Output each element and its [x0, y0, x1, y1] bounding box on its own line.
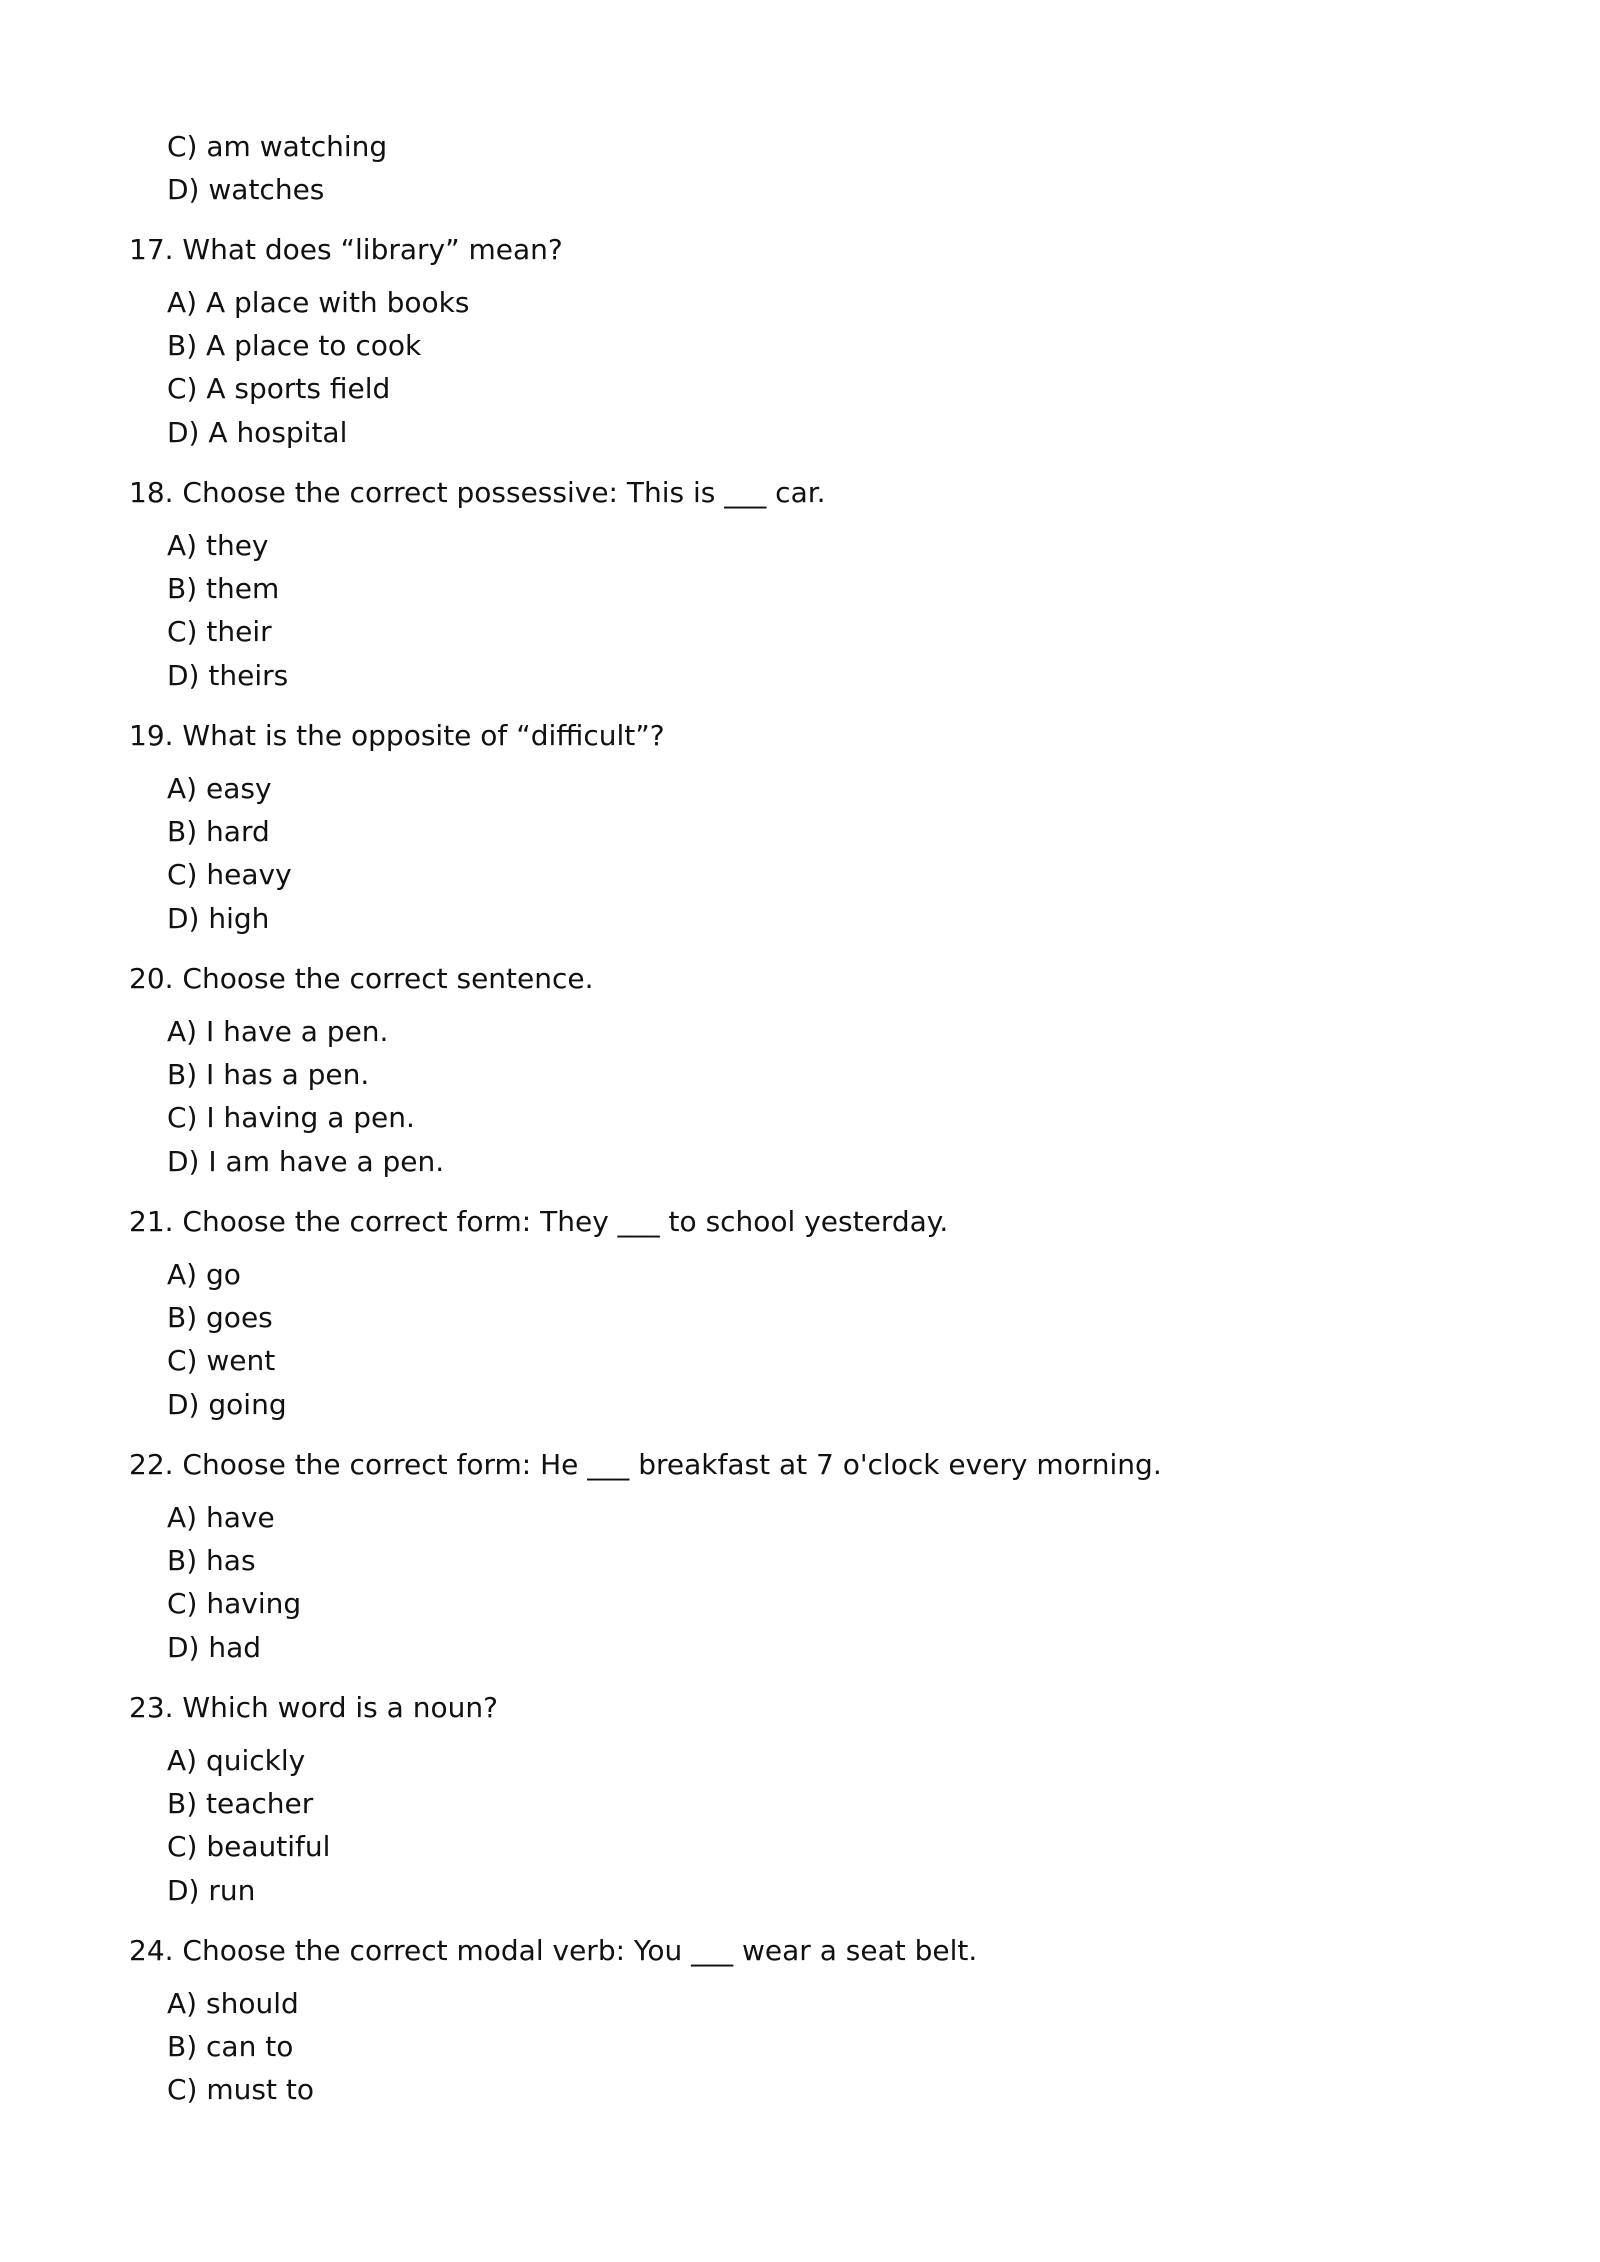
option-text: C) their [167, 615, 272, 648]
question-prompt: 24. Choose the correct modal verb: You ___ wear a seat belt. [129, 1934, 978, 1967]
option-text: D) theirs [167, 659, 289, 692]
option-text: A) they [167, 529, 269, 562]
option-text: A) A place with books [167, 286, 470, 319]
option-text: D) going [167, 1388, 287, 1421]
option-text: A) go [167, 1258, 241, 1291]
option-text: C) A sports field [167, 372, 391, 405]
question-prompt: 18. Choose the correct possessive: This is ___ car. [129, 476, 826, 509]
option-text: C) must to [167, 2073, 314, 2106]
option-text: B) A place to cook [167, 329, 422, 362]
option-text: A) should [167, 1987, 299, 2020]
option-text: C) heavy [167, 858, 292, 891]
option-text: B) can to [167, 2030, 294, 2063]
option-text: C) I having a pen. [167, 1101, 415, 1134]
option-text: D) I am have a pen. [167, 1145, 445, 1178]
question-prompt: 22. Choose the correct form: He ___ breakfast at 7 o'clock every morning. [129, 1448, 1162, 1481]
option-text: D) A hospital [167, 416, 348, 449]
option-text: B) hard [167, 815, 270, 848]
option-text: B) goes [167, 1301, 273, 1334]
question-prompt: 21. Choose the correct form: They ___ to school yesterday. [129, 1205, 949, 1238]
option-text: D) high [167, 902, 270, 935]
option-text: A) quickly [167, 1744, 306, 1777]
question-prompt: 20. Choose the correct sentence. [129, 962, 594, 995]
option-text: C) am watching [167, 130, 388, 163]
option-text: B) I has a pen. [167, 1058, 370, 1091]
option-text: B) has [167, 1544, 256, 1577]
option-text: B) them [167, 572, 280, 605]
question-prompt: 17. What does “library” mean? [129, 233, 563, 266]
question-prompt: 19. What is the opposite of “difficult”? [129, 719, 665, 752]
option-text: C) having [167, 1587, 302, 1620]
option-text: A) have [167, 1501, 275, 1534]
option-text: C) beautiful [167, 1830, 331, 1863]
option-text: D) run [167, 1874, 256, 1907]
question-prompt: 23. Which word is a noun? [129, 1691, 498, 1724]
option-text: D) watches [167, 173, 325, 206]
option-text: A) easy [167, 772, 272, 805]
option-text: A) I have a pen. [167, 1015, 389, 1048]
option-text: B) teacher [167, 1787, 314, 1820]
option-text: C) went [167, 1344, 276, 1377]
option-text: D) had [167, 1631, 262, 1664]
